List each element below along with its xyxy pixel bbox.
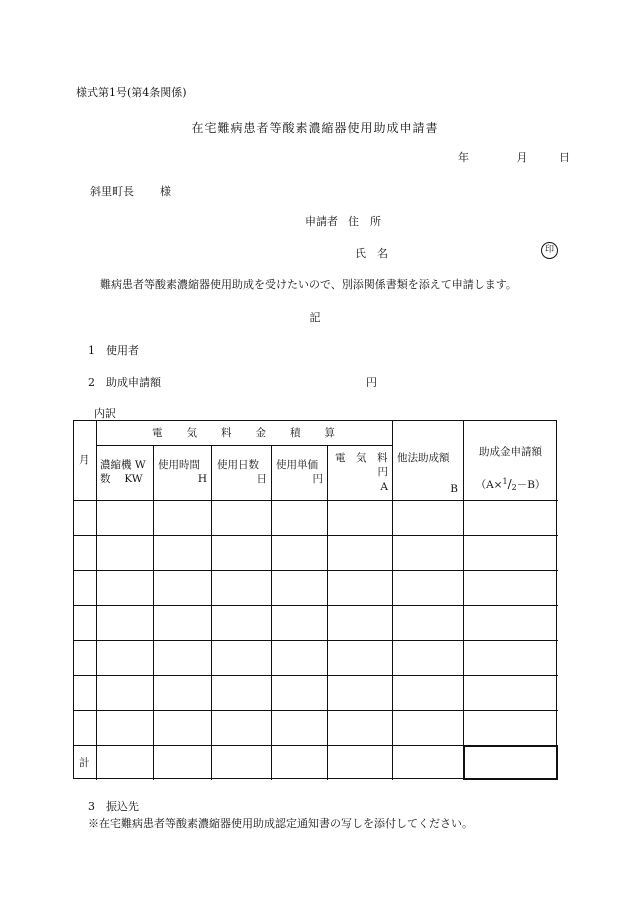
addressee-name: 斜里町長 bbox=[90, 185, 134, 198]
col-divider bbox=[153, 445, 154, 780]
breakdown-table bbox=[73, 420, 557, 779]
other-aid-header-1: 他法助成額 bbox=[397, 452, 450, 464]
form-number: 様式第1号(第4条関係) bbox=[76, 86, 187, 99]
unit-price-header-2: 円 bbox=[312, 473, 323, 485]
date-line bbox=[458, 149, 570, 165]
date-month: 月 bbox=[516, 151, 528, 164]
date-year: 年 bbox=[458, 151, 469, 164]
row-divider bbox=[74, 570, 558, 571]
electricity-group-header: 電 気 料 金 積 算 bbox=[152, 427, 336, 439]
row-divider bbox=[74, 500, 558, 501]
hours-header-2: H bbox=[197, 473, 207, 485]
unit-price-header-1: 使用単価 bbox=[276, 459, 318, 471]
applicant-name-line bbox=[343, 245, 388, 261]
grant-formula-denominator: 2 bbox=[511, 483, 517, 492]
item-transfer: 3 振込先 bbox=[88, 800, 139, 813]
grant-formula: （A×$^1$/2－B） bbox=[475, 477, 546, 492]
col-divider bbox=[96, 421, 97, 780]
col-divider bbox=[327, 445, 328, 780]
total-label: 計 bbox=[79, 757, 90, 769]
total-grant-box bbox=[463, 745, 558, 780]
item-user: 1 使用者 bbox=[88, 344, 139, 357]
name-label: 氏 名 bbox=[355, 247, 388, 260]
electricity-header-3: A bbox=[380, 481, 388, 493]
grant-header-1: 助成金申請額 bbox=[479, 446, 542, 458]
col-divider bbox=[463, 421, 464, 780]
attachment-note: ※在宅難病患者等酸素濃縮器使用助成認定通知書の写しを添付してください。 bbox=[88, 817, 473, 830]
col-divider bbox=[211, 445, 212, 780]
statement-text: 難病患者等酸素濃縮器使用助成を受けたいので、別添関係書類を添えて申請します。 bbox=[100, 278, 517, 291]
applicant-address-line bbox=[305, 213, 381, 229]
amount-unit: 円 bbox=[366, 376, 377, 389]
applicant-label: 申請者 bbox=[305, 215, 338, 228]
col-divider bbox=[271, 445, 272, 780]
electricity-header-1: 電 気 料 bbox=[335, 452, 388, 464]
grant-formula-suffix: －B） bbox=[516, 479, 546, 491]
item-amount: 2 助成申請額 bbox=[88, 376, 161, 389]
col-divider bbox=[392, 421, 393, 780]
addressee bbox=[90, 183, 171, 199]
grant-formula-numerator: 1 bbox=[502, 477, 508, 486]
ki-heading: 記 bbox=[309, 311, 321, 324]
breakdown-label: 内訳 bbox=[94, 407, 116, 420]
concentrator-header-1: 濃縮機 W bbox=[100, 459, 146, 471]
days-header-2: 日 bbox=[256, 473, 267, 485]
row-divider bbox=[74, 640, 558, 641]
row-divider bbox=[74, 675, 558, 676]
concentrator-header-2: 数 KW bbox=[100, 473, 143, 485]
document-title: 在宅難病患者等酸素濃縮器使用助成申請書 bbox=[191, 121, 439, 135]
month-header: 月 bbox=[79, 454, 90, 466]
date-day: 日 bbox=[559, 151, 570, 164]
row-divider bbox=[96, 445, 392, 446]
row-divider bbox=[74, 710, 558, 711]
addressee-honorific: 様 bbox=[160, 185, 171, 198]
seal-icon: 印 bbox=[541, 242, 558, 259]
address-label: 住 所 bbox=[348, 215, 381, 228]
electricity-header-2: 円 bbox=[377, 466, 388, 478]
row-divider bbox=[74, 605, 558, 606]
grant-formula-prefix: （A× bbox=[475, 479, 503, 491]
row-divider bbox=[74, 535, 558, 536]
other-aid-header-2: B bbox=[450, 483, 458, 495]
hours-header-1: 使用時間 bbox=[158, 459, 200, 471]
days-header-1: 使用日数 bbox=[217, 459, 259, 471]
